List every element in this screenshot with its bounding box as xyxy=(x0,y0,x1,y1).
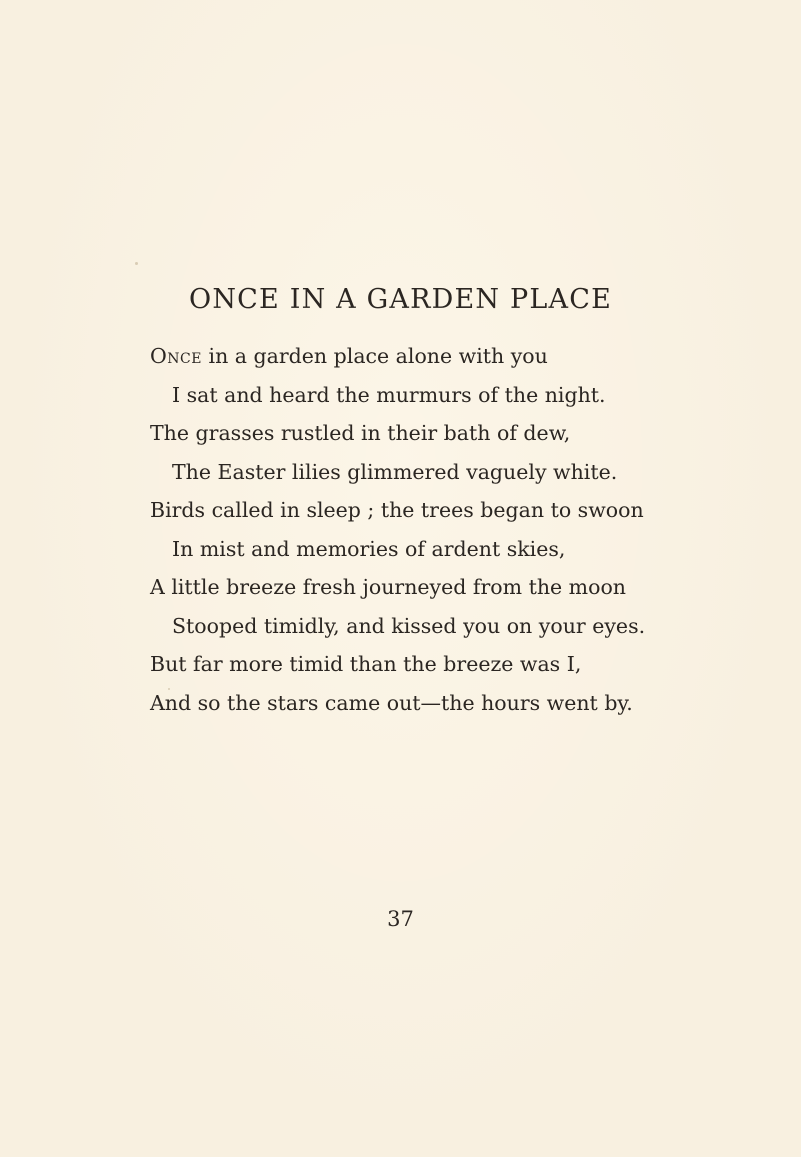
poem-line: Stooped timidly, and kissed you on your eyes. xyxy=(172,613,646,638)
poem-line: And so the stars came out—the hours went by. xyxy=(150,690,633,715)
poem-line: Birds called in sleep ; the trees began to swoon xyxy=(150,498,644,522)
poem-title: ONCE IN A GARDEN PLACE xyxy=(189,284,612,315)
first-line-rest: in a garden place alone with you xyxy=(202,344,548,368)
poem-line xyxy=(150,337,770,376)
poem-line: I sat and heard the murmurs of the night. xyxy=(172,382,606,407)
poem-line: But far more timid than the breeze was I, xyxy=(150,652,582,676)
poem-body xyxy=(150,337,770,722)
poem-line: In mist and memories of ardent skies, xyxy=(172,536,566,561)
first-word: Once xyxy=(150,344,202,368)
poem-line: A little breeze fresh journeyed from the moon xyxy=(150,575,626,599)
poem-line: The Easter lilies glimmered vaguely white. xyxy=(172,459,618,484)
poem-line: The grasses rustled in their bath of dew, xyxy=(150,421,571,445)
page-number: 37 xyxy=(387,907,414,931)
paper-speck xyxy=(135,262,138,265)
